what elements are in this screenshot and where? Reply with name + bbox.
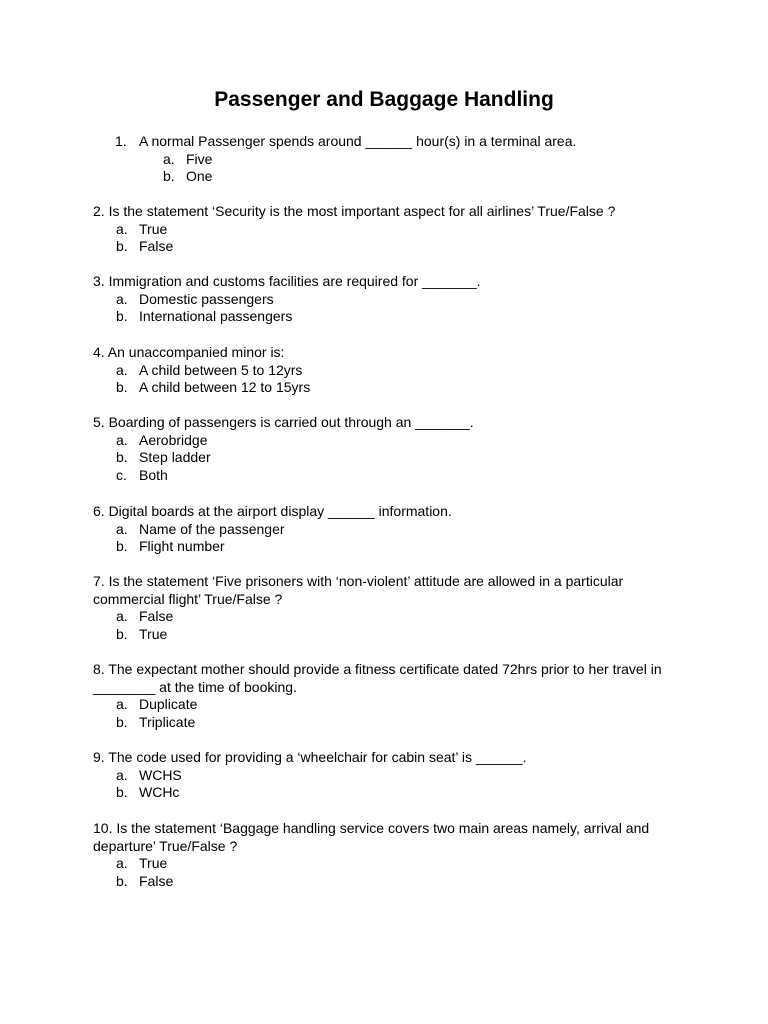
option-item (93, 873, 683, 891)
question-text: 5. Boarding of passengers is carried out through an _______. (93, 414, 474, 430)
option-text: Five (186, 150, 213, 167)
question-10 (93, 820, 683, 890)
option-text: Aerobridge (139, 431, 208, 448)
option-text: Both (139, 466, 168, 483)
option-letter: a. (163, 150, 175, 167)
option-letter: b. (116, 379, 128, 395)
question-4 (93, 344, 683, 397)
question-text: 10. Is the statement ‘Baggage handling service covers two main areas namely, arrival and departure’ True/False ? (93, 820, 654, 854)
option-item (93, 855, 683, 873)
option-letter: b. (116, 872, 128, 889)
option-text: One (186, 168, 213, 184)
question-number: 1. (115, 133, 127, 149)
option-item (93, 291, 683, 309)
question-7 (93, 573, 683, 643)
question-text: 3. Immigration and customs facilities are required for _______. (93, 273, 481, 289)
option-text: True (139, 625, 168, 642)
question-text (93, 133, 683, 151)
question-text: 9. The code used for providing a ‘wheelchair for cabin seat’ is ______. (93, 749, 527, 765)
question-3 (93, 273, 683, 326)
option-item (93, 151, 683, 169)
question-text: 6. Digital boards at the airport display ______ information. (93, 503, 452, 519)
option-text: A child between 12 to 15yrs (139, 379, 311, 395)
option-letter: b. (116, 713, 128, 730)
option-text: False (139, 238, 174, 254)
option-item (93, 221, 683, 239)
option-letter: b. (116, 538, 128, 554)
option-text: Flight number (139, 538, 225, 554)
option-letter: b. (116, 784, 128, 800)
question-body: A normal Passenger spends around ______ hour(s) in a terminal area. (139, 133, 577, 149)
option-text: Duplicate (139, 696, 198, 712)
question-text: 8. The expectant mother should provide a fitness certificate dated 72hrs prior to her travel in ________ at the time of booking. (93, 661, 666, 695)
option-text: Name of the passenger (139, 520, 285, 537)
question-text: 4. An unaccompanied minor is: (93, 344, 285, 360)
option-letter: a. (116, 290, 128, 307)
option-letter: b. (116, 625, 128, 642)
option-letter: b. (116, 308, 128, 324)
option-letter: a. (116, 220, 128, 237)
option-letter: b. (163, 168, 175, 184)
option-text: True (139, 855, 168, 871)
document-title: Passenger and Baggage Handling (214, 88, 554, 111)
option-letter: a. (116, 520, 128, 537)
option-text: International passengers (139, 308, 293, 324)
question-9 (93, 749, 683, 802)
question-text: 7. Is the statement ‘Five prisoners with ‘non-violent’ attitude are allowed in a particular commercial flight’ True/False ? (93, 573, 628, 607)
option-item (93, 362, 683, 380)
option-letter: c. (116, 466, 127, 483)
option-text: False (139, 608, 174, 624)
option-item (93, 379, 683, 397)
option-letter: b. (116, 238, 128, 254)
option-item (93, 714, 683, 732)
option-letter: a. (116, 361, 128, 378)
option-item (93, 238, 683, 256)
option-item (93, 784, 683, 802)
option-item (93, 521, 683, 539)
option-text: A child between 5 to 12yrs (139, 361, 303, 378)
option-item (93, 467, 683, 485)
option-item (93, 538, 683, 556)
question-6 (93, 503, 683, 556)
question-5 (93, 414, 683, 484)
option-item (93, 696, 683, 714)
question-text: 2. Is the statement ‘Security is the most important aspect for all airlines’ True/False ? (93, 203, 616, 219)
option-item (93, 767, 683, 785)
option-text: Triplicate (139, 713, 196, 730)
option-item (93, 432, 683, 450)
option-item (93, 608, 683, 626)
option-text: False (139, 872, 174, 889)
question-2 (93, 203, 683, 256)
option-text: Step ladder (139, 449, 211, 465)
option-item (93, 449, 683, 467)
option-letter: a. (116, 766, 128, 783)
option-item (93, 168, 683, 186)
option-text: True (139, 220, 168, 237)
option-letter: a. (116, 608, 128, 624)
option-letter: a. (116, 431, 128, 448)
option-text: WCHc (139, 784, 180, 800)
question-1 (93, 133, 683, 186)
option-letter: a. (116, 696, 128, 712)
option-letter: b. (116, 449, 128, 465)
option-text: WCHS (139, 766, 182, 783)
option-item (93, 308, 683, 326)
option-letter: a. (116, 855, 128, 871)
option-item (93, 626, 683, 644)
question-8 (93, 661, 683, 731)
option-text: Domestic passengers (139, 290, 274, 307)
